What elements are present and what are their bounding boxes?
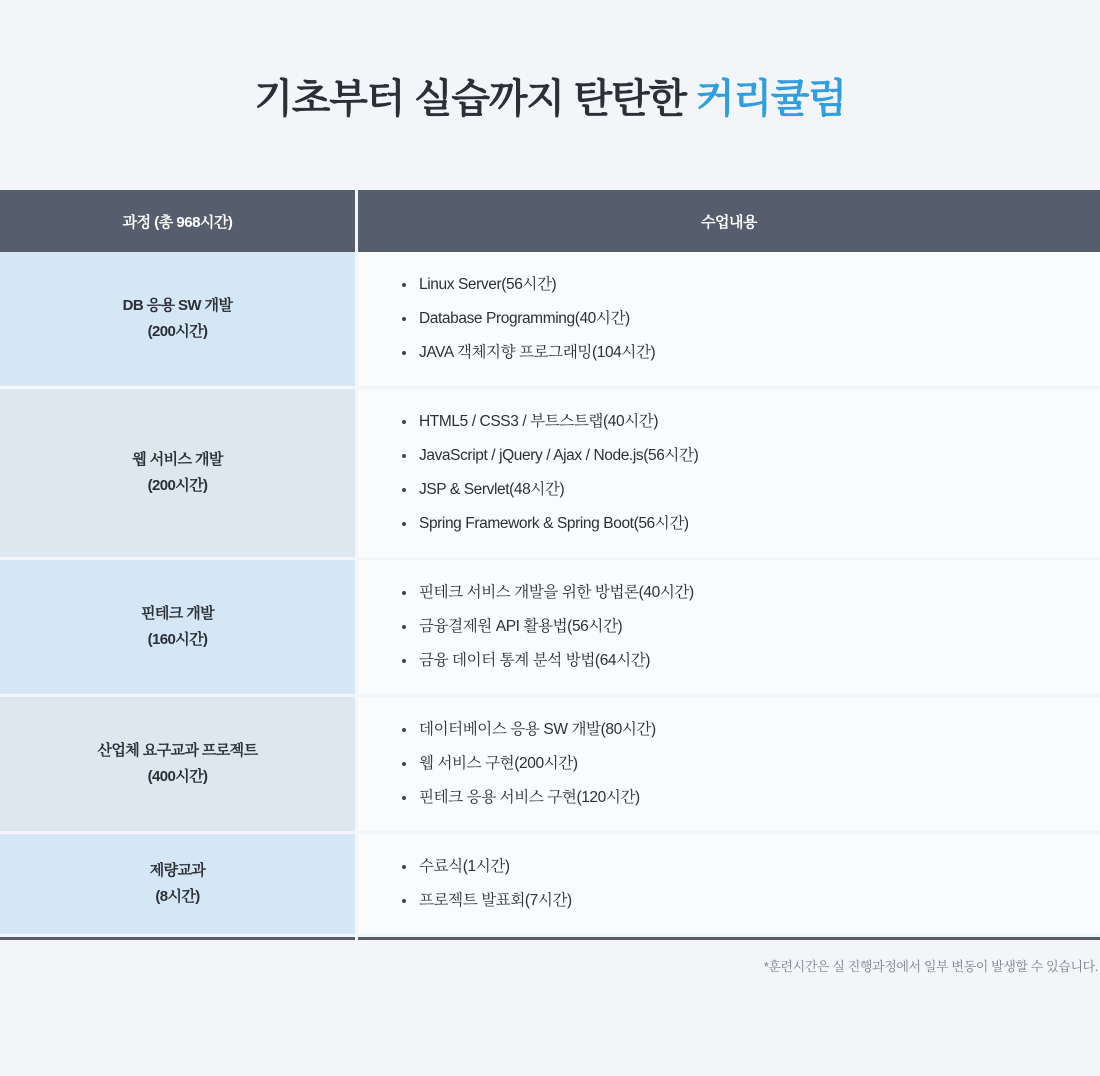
table-bottom-border xyxy=(0,937,1100,940)
list-item: 데이터베이스 응용 SW 개발(80시간) xyxy=(402,713,1100,747)
course-cell xyxy=(0,697,358,834)
table-row xyxy=(0,834,1100,937)
content-list xyxy=(402,268,1100,370)
column-header-content: 수업내용 xyxy=(358,190,1100,252)
table-body xyxy=(0,252,1100,937)
table-bottom-border-left xyxy=(0,937,358,940)
course-name: 제량교과 xyxy=(149,861,206,879)
course-cell xyxy=(0,834,358,937)
list-item: 수료식(1시간) xyxy=(402,850,1100,884)
course-cell xyxy=(0,252,358,389)
page-title xyxy=(254,67,845,124)
content-cell xyxy=(358,389,1100,560)
column-header-course: 과정 (총 968시간) xyxy=(0,190,358,252)
list-item: 금융결제원 API 활용법(56시간) xyxy=(402,610,1100,644)
content-cell xyxy=(358,560,1100,697)
table-row xyxy=(0,252,1100,389)
list-item: JSP & Servlet(48시간) xyxy=(402,473,1100,507)
table-header-row xyxy=(0,190,1100,252)
footnote: *훈련시간은 실 진행과정에서 일부 변동이 발생할 수 있습니다. xyxy=(763,959,1098,974)
content-cell xyxy=(358,697,1100,834)
content-list xyxy=(402,576,1100,678)
content-cell xyxy=(358,252,1100,389)
list-item: 핀테크 응용 서비스 구현(120시간) xyxy=(402,781,1100,815)
page-title-prefix: 기초부터 실습까지 탄탄한 xyxy=(254,76,696,121)
content-cell xyxy=(358,834,1100,937)
course-name: DB 응용 SW 개발 xyxy=(122,296,233,314)
content-list xyxy=(402,405,1100,541)
course-hours: (8시간) xyxy=(155,888,200,905)
course-hours: (200시간) xyxy=(147,323,208,340)
curriculum-table xyxy=(0,190,1100,937)
course-hours: (160시간) xyxy=(147,631,208,648)
table-head xyxy=(0,190,1100,252)
table-row xyxy=(0,389,1100,560)
list-item: Linux Server(56시간) xyxy=(402,268,1100,302)
list-item: HTML5 / CSS3 / 부트스트랩(40시간) xyxy=(402,405,1100,439)
course-hours: (400시간) xyxy=(147,768,208,785)
list-item: JAVA 객체지향 프로그래밍(104시간) xyxy=(402,336,1100,370)
course-cell xyxy=(0,560,358,697)
list-item: 프로젝트 발표회(7시간) xyxy=(402,884,1100,918)
content-list xyxy=(402,713,1100,815)
list-item: Database Programming(40시간) xyxy=(402,302,1100,336)
course-name: 웹 서비스 개발 xyxy=(132,450,223,468)
course-cell xyxy=(0,389,358,560)
list-item: JavaScript / jQuery / Ajax / Node.js(56시간) xyxy=(402,439,1100,473)
course-name: 핀테크 개발 xyxy=(140,604,215,622)
page-title-wrap xyxy=(0,0,1100,190)
course-hours: (200시간) xyxy=(147,477,208,494)
list-item: 금융 데이터 통계 분석 방법(64시간) xyxy=(402,644,1100,678)
list-item: 핀테크 서비스 개발을 위한 방법론(40시간) xyxy=(402,576,1100,610)
list-item: Spring Framework & Spring Boot(56시간) xyxy=(402,507,1100,541)
page-title-accent: 커리큘럼 xyxy=(695,76,846,121)
content-list xyxy=(402,850,1100,918)
table-row xyxy=(0,697,1100,834)
course-name: 산업체 요구교과 프로젝트 xyxy=(97,741,258,759)
table-bottom-border-right xyxy=(358,937,1100,940)
list-item: 웹 서비스 구현(200시간) xyxy=(402,747,1100,781)
table-row xyxy=(0,560,1100,697)
